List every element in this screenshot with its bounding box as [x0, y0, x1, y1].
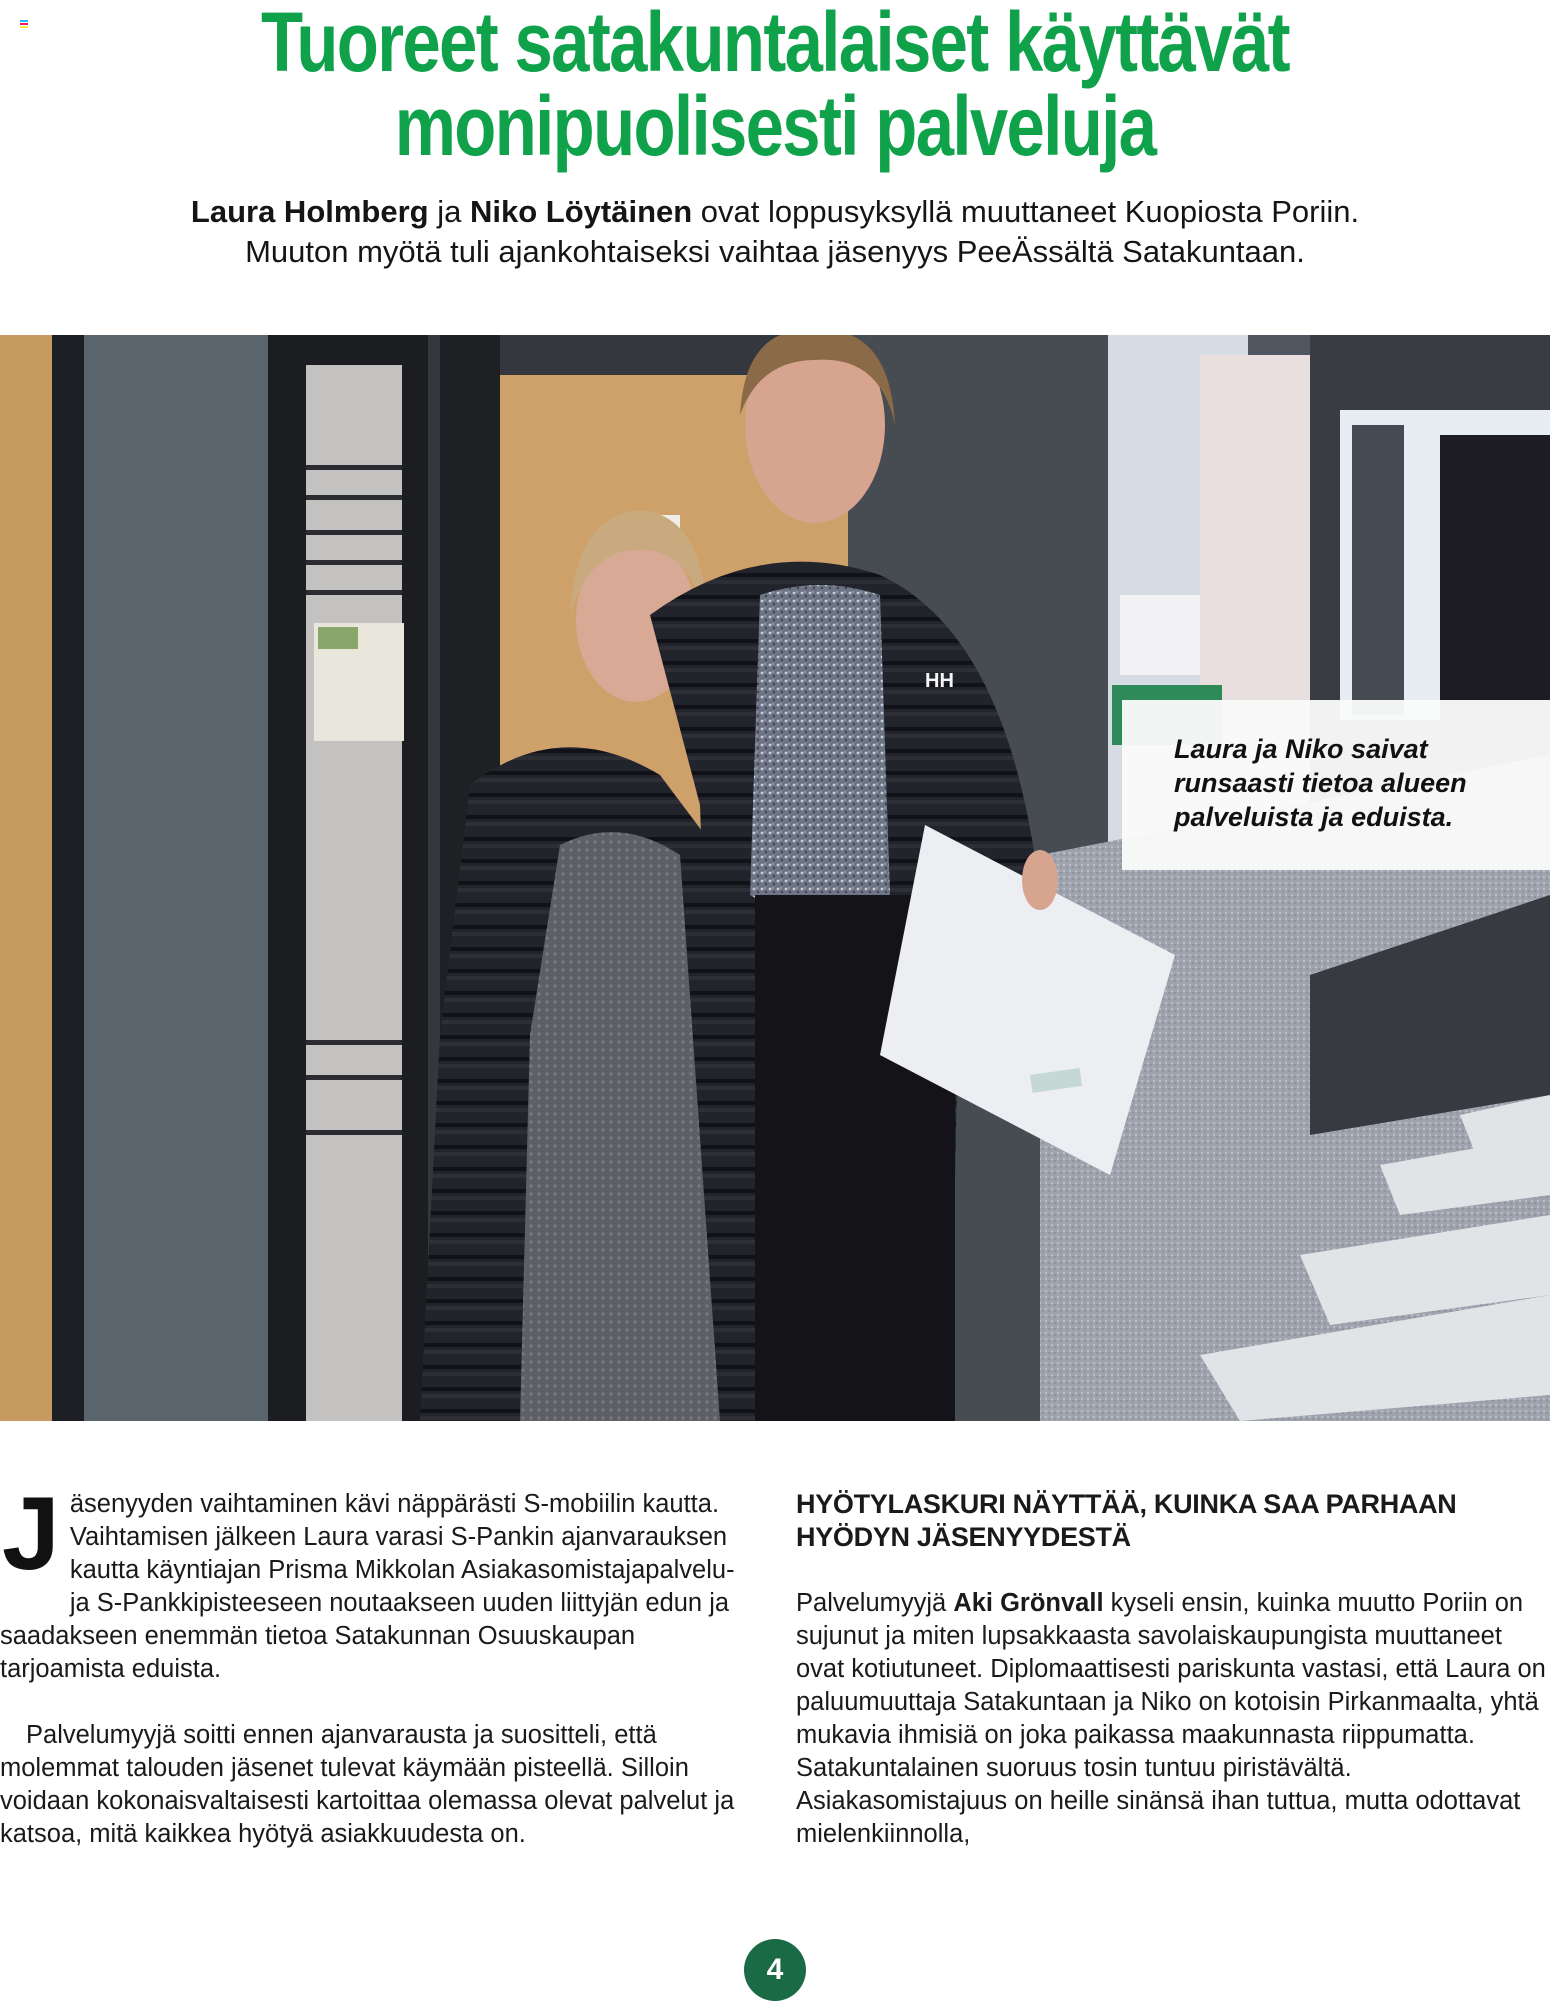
page-number-badge: 4 — [744, 1939, 806, 2001]
para3-rest: kyseli ensin, kuinka muutto Poriin on sujunut ja miten lupsakkaasta savolaiskaupungista muuttaneet ovat kotiutuneet. Diplomaattisesti pariskunta vastasi, että Laura on paluumuuttaja Satakuntaan ja Niko on kotoisin Pirkanmaalta, yhtä mukavia ihmisiä on joka paikassa maakunnasta riippumatta. Satakuntalainen suoruus tosin tuntuu piristävältä. Asiakasomistajuus on heille sinänsä ihan tuttua, mutta odottavat mielenkiinnolla, — [796, 1589, 1546, 1848]
lead-name-laura: Laura Holmberg — [190, 194, 429, 229]
lead-join: ja — [428, 194, 470, 229]
article-photo — [0, 335, 1550, 1421]
article-title — [140, 0, 1411, 173]
jacket-logo: HH — [925, 670, 954, 692]
name-aki-gronvall: Aki Grönvall — [953, 1589, 1104, 1617]
body-paragraph-1-text: äsenyyden vaihtaminen kävi näppärästi S-mobiilin kautta. Vaihtamisen jälkeen Laura varasi S-Pankin ajanvarauksen kautta käyntiajan Prisma Mikkolan Asiakasomistajapalvelu- ja S-Pankkipisteeseen noutaakseen uuden liittyjän edun ja saadakseen enemmän tietoa Satakunnan Osuuskaupan tarjoamista eduista. — [0, 1490, 735, 1683]
body-paragraph-2: Palvelumyyjä soitti ennen ajanvarausta ja suositteli, että molemmat talouden jäsenet tulevat käymään pisteellä. Silloin voidaan kokonaisvaltaisesti kartoittaa olemassa olevat palvelut ja katsoa, mitä kaikkea hyötyä asiakkuudesta on. — [0, 1721, 735, 1848]
body-column-right — [796, 1488, 1550, 1851]
lead-text-2: Muuton myötä tuli ajankohtaiseksi vaihtaa jäsenyys PeeÄssältä Satakuntaan. — [245, 234, 1305, 269]
body-paragraph-3 — [796, 1587, 1550, 1851]
lead-name-niko: Niko Löytäinen — [469, 194, 693, 229]
para3-start: Palvelumyyjä — [796, 1589, 954, 1617]
lead-text-1: ovat loppusyksyllä muuttaneet Kuopiosta Poriin. — [692, 194, 1360, 229]
body-column-left — [0, 1476, 760, 1851]
drop-cap: J — [2, 1476, 60, 1592]
body-paragraph-1 — [0, 1476, 760, 1686]
photo-caption: Laura ja Niko saivat runsaasti tietoa alueen palveluista ja eduista. — [1122, 700, 1550, 870]
section-subheading: HYÖTYLASKURI NÄYTTÄÄ, KUINKA SAA PARHAAN HYÖDYN JÄSENYYDESTÄ — [796, 1489, 1457, 1552]
article-lead — [0, 192, 1550, 272]
title-line-2: monipuolisesti palveluja — [394, 79, 1156, 173]
title-line-1: Tuoreet satakuntalaiset käyttävät — [261, 0, 1289, 89]
print-registration-mark — [20, 20, 28, 29]
